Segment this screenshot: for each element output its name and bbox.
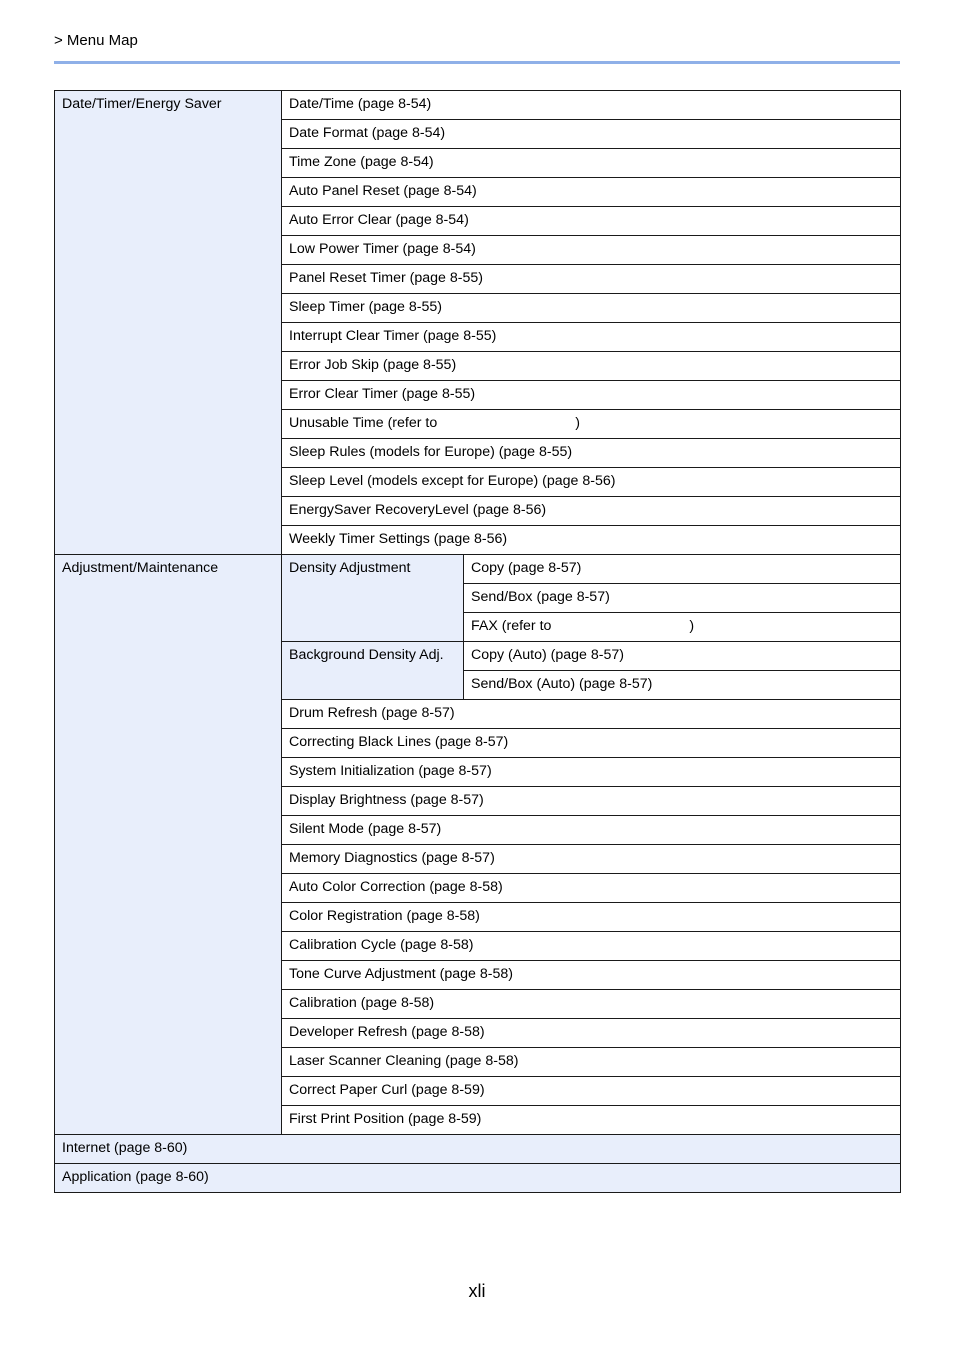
menu-item[interactable]: Error Clear Timer (page 8-55) [282,381,901,410]
menu-item-application[interactable]: Application (page 8-60) [55,1164,901,1193]
menu-item[interactable]: Calibration (page 8-58) [282,990,901,1019]
menu-item[interactable]: Low Power Timer (page 8-54) [282,236,901,265]
menu-item[interactable]: System Initialization (page 8-57) [282,758,901,787]
menu-item[interactable]: FAX (refer to ) [464,613,901,642]
menu-item[interactable]: Display Brightness (page 8-57) [282,787,901,816]
breadcrumb: > Menu Map [54,32,138,49]
menu-item[interactable]: Tone Curve Adjustment (page 8-58) [282,961,901,990]
group-adjustment-maintenance: Adjustment/Maintenance [55,555,282,1135]
menu-item[interactable]: Sleep Level (models except for Europe) (page 8-56) [282,468,901,497]
menu-item[interactable]: Silent Mode (page 8-57) [282,816,901,845]
menu-item-internet[interactable]: Internet (page 8-60) [55,1135,901,1164]
menu-item[interactable]: Send/Box (page 8-57) [464,584,901,613]
menu-map-table [54,90,901,1193]
page-number: xli [468,1281,486,1301]
menu-item[interactable]: Date Format (page 8-54) [282,120,901,149]
menu-item[interactable]: First Print Position (page 8-59) [282,1106,901,1135]
menu-item[interactable]: Copy (page 8-57) [464,555,901,584]
menu-item[interactable]: Interrupt Clear Timer (page 8-55) [282,323,901,352]
menu-item[interactable]: Auto Color Correction (page 8-58) [282,874,901,903]
menu-item[interactable]: Sleep Rules (models for Europe) (page 8-55) [282,439,901,468]
menu-item[interactable]: Send/Box (Auto) (page 8-57) [464,671,901,700]
menu-item[interactable]: Error Job Skip (page 8-55) [282,352,901,381]
submenu-background-density[interactable]: Background Density Adj. [282,642,464,700]
menu-item[interactable]: Copy (Auto) (page 8-57) [464,642,901,671]
menu-item[interactable]: Panel Reset Timer (page 8-55) [282,265,901,294]
menu-item[interactable]: Correct Paper Curl (page 8-59) [282,1077,901,1106]
group-date-timer-energy-saver: Date/Timer/Energy Saver [55,91,282,555]
menu-item[interactable]: Color Registration (page 8-58) [282,903,901,932]
header-divider [54,61,900,64]
menu-item[interactable]: Memory Diagnostics (page 8-57) [282,845,901,874]
menu-item[interactable]: Date/Time (page 8-54) [282,91,901,120]
menu-item[interactable]: Time Zone (page 8-54) [282,149,901,178]
menu-item[interactable]: Auto Panel Reset (page 8-54) [282,178,901,207]
menu-item[interactable]: Laser Scanner Cleaning (page 8-58) [282,1048,901,1077]
menu-item[interactable]: Auto Error Clear (page 8-54) [282,207,901,236]
menu-item[interactable]: Weekly Timer Settings (page 8-56) [282,526,901,555]
menu-item[interactable]: Unusable Time (refer to ) [282,410,901,439]
menu-item[interactable]: Correcting Black Lines (page 8-57) [282,729,901,758]
menu-item[interactable]: Calibration Cycle (page 8-58) [282,932,901,961]
submenu-density-adjustment[interactable]: Density Adjustment [282,555,464,642]
menu-item[interactable]: Sleep Timer (page 8-55) [282,294,901,323]
menu-item[interactable]: EnergySaver RecoveryLevel (page 8-56) [282,497,901,526]
menu-item[interactable]: Drum Refresh (page 8-57) [282,700,901,729]
menu-item[interactable]: Developer Refresh (page 8-58) [282,1019,901,1048]
